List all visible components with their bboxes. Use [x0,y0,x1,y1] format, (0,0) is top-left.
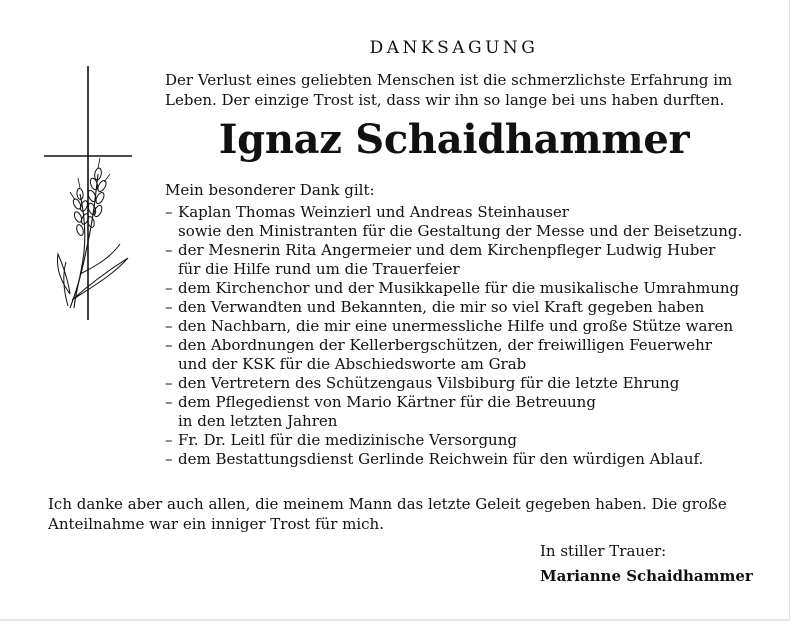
thanks-list [165,203,750,469]
closing-text: Ich danke aber auch allen, die meinem Mann das letzte Geleit gegeben haben. Die große Anteilnahme war ein inniger Trost für mich. [48,495,727,533]
list-item: – den Nachbarn, die mir eine unermessliche Hilfe und große Stütze waren [165,317,734,335]
signature: Marianne Schaidhammer [540,567,753,585]
mourning-label: In stiller Trauer: [540,542,667,560]
cross-with-wheat-icon [40,62,136,324]
list-item: – den Verwandten und Bekannten, die mir so viel Kraft gegeben haben [165,298,705,316]
list-item: – dem Bestattungsdienst Gerlinde Reichwein für den würdigen Ablauf. [165,450,704,468]
list-item: – Fr. Dr. Leitl für die medizinische Versorgung [165,431,517,449]
list-item: – den Abordnungen der Kellerbergschützen, der freiwilligen Feuerwehr und der KSK für die Abschiedsworte am Grab [165,336,712,373]
list-item: – der Mesnerin Rita Angermeier und dem Kirchenpfleger Ludwig Huber für die Hilfe rund um die Trauerfeier [165,241,716,278]
intro-text: Der Verlust eines geliebten Menschen ist die schmerzlichste Erfahrung im Leben. Der einzige Trost ist, dass wir ihn so lange bei uns haben durften. [165,71,733,109]
list-item: – Kaplan Thomas Weinzierl und Andreas Steinhauser sowie den Ministranten für die Gestaltung der Messe und der Beisetzung. [165,203,743,240]
thanks-title: Mein besonderer Dank gilt: [165,181,375,199]
list-item: – dem Pflegedienst von Mario Kärtner für die Betreuung in den letzten Jahren [165,393,596,430]
list-item: – den Vertretern des Schützengaus Vilsbiburg für die letzte Ehrung [165,374,680,392]
deceased-name: Ignaz Schaidhammer [218,116,690,163]
notice-heading: DANKSAGUNG [369,38,539,58]
list-item: – dem Kirchenchor und der Musikkapelle für die musikalische Umrahmung [165,279,740,297]
